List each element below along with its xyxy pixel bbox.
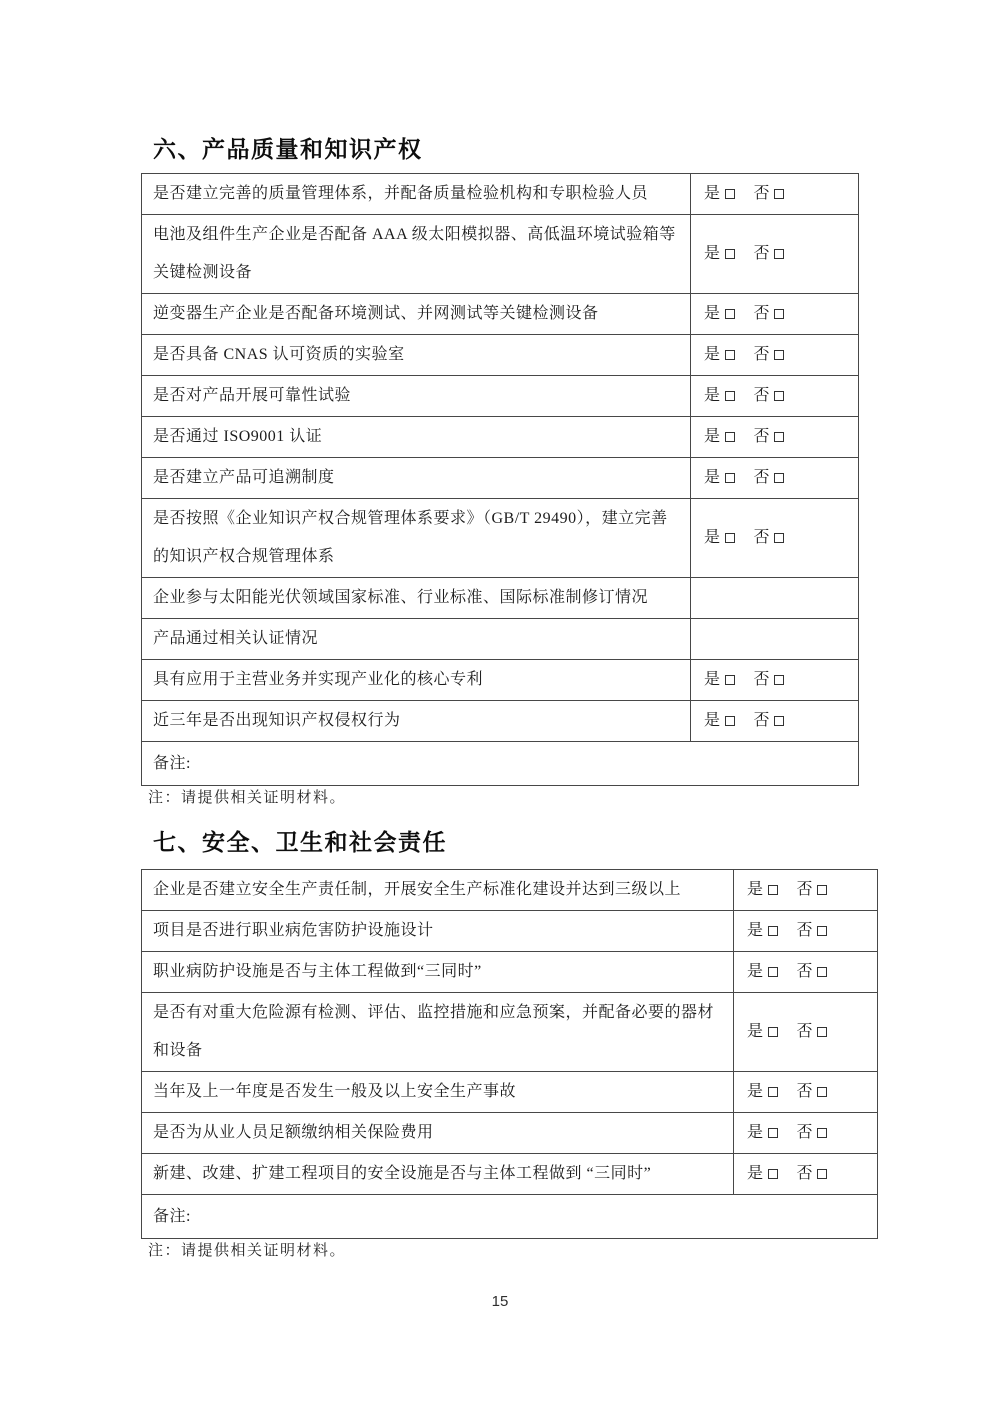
yes-label: 是 [747,1165,764,1182]
no-checkbox[interactable] [774,473,784,483]
yes-label: 是 [747,1124,764,1141]
question-cell: 新建、改建、扩建工程项目的安全设施是否与主体工程做到 “三同时” [142,1154,734,1195]
no-option [754,305,785,322]
yes-label: 是 [704,671,721,688]
answer-cell [734,1154,878,1195]
yes-label: 是 [747,963,764,980]
yes-option [747,1124,778,1141]
table-row [142,619,859,660]
answer-cell [691,174,859,215]
question-cell: 是否建立产品可追溯制度 [142,458,691,499]
yes-label: 是 [747,881,764,898]
table-row [142,1154,878,1195]
no-option [754,387,785,404]
yes-checkbox[interactable] [768,1087,778,1097]
table-row [142,294,859,335]
yes-checkbox[interactable] [725,533,735,543]
yes-option [704,185,735,202]
table-row [142,1072,878,1113]
yes-checkbox[interactable] [725,391,735,401]
yes-checkbox[interactable] [725,189,735,199]
answer-cell [734,911,878,952]
yes-option [704,346,735,363]
yes-checkbox[interactable] [768,926,778,936]
table-row [142,701,859,742]
answer-cell [691,619,859,660]
answer-cell [691,701,859,742]
table-row [142,499,859,578]
no-option [754,428,785,445]
answer-cell [691,335,859,376]
yes-checkbox[interactable] [768,1027,778,1037]
question-cell: 是否具备 CNAS 认可资质的实验室 [142,335,691,376]
yes-checkbox[interactable] [768,1169,778,1179]
no-checkbox[interactable] [774,432,784,442]
table-note: 注：请提供相关证明材料。 [148,790,347,806]
no-label: 否 [796,1165,814,1182]
yes-option [704,529,735,546]
no-label: 否 [753,387,771,404]
no-checkbox[interactable] [774,249,784,259]
table-row [142,215,859,294]
no-checkbox[interactable] [817,885,827,895]
question-cell: 是否有对重大危险源有检测、评估、监控措施和应急预案，并配备必要的器材和设备 [142,993,734,1072]
yes-label: 是 [704,387,721,404]
no-option [797,1124,828,1141]
section-heading-product-quality-ip: 六、产品质量和知识产权 [153,136,423,162]
remark-cell: 备注: [142,742,859,786]
table-row [142,578,859,619]
no-option [754,712,785,729]
no-checkbox[interactable] [817,926,827,936]
no-option [797,922,828,939]
answer-cell [734,1072,878,1113]
no-option [754,671,785,688]
page-number: 15 [491,1293,509,1310]
no-label: 否 [753,428,771,445]
remark-cell: 备注: [142,1195,878,1239]
no-checkbox[interactable] [774,533,784,543]
question-cell: 电池及组件生产企业是否配备 AAA 级太阳模拟器、高低温环境试验箱等关键检测设备 [142,215,691,294]
yes-option [747,963,778,980]
no-option [754,245,785,262]
question-cell: 项目是否进行职业病危害防护设施设计 [142,911,734,952]
question-cell: 近三年是否出现知识产权侵权行为 [142,701,691,742]
question-cell: 是否通过 ISO9001 认证 [142,417,691,458]
yes-label: 是 [704,469,721,486]
answer-cell [691,376,859,417]
table-row [142,417,859,458]
yes-option [704,305,735,322]
answer-cell [691,660,859,701]
no-checkbox[interactable] [817,1087,827,1097]
no-option [797,963,828,980]
question-cell: 是否按照《企业知识产权合规管理体系要求》（GB/T 29490），建立完善的知识产权合规管理体系 [142,499,691,578]
no-label: 否 [796,881,814,898]
yes-option [704,712,735,729]
no-checkbox[interactable] [817,1169,827,1179]
yes-checkbox[interactable] [725,432,735,442]
answer-cell [691,578,859,619]
yes-checkbox[interactable] [725,309,735,319]
yes-label: 是 [704,712,721,729]
yes-option [747,881,778,898]
question-cell: 职业病防护设施是否与主体工程做到“三同时” [142,952,734,993]
no-checkbox[interactable] [774,716,784,726]
no-option [797,881,828,898]
yes-label: 是 [704,305,721,322]
answer-cell [691,215,859,294]
no-checkbox[interactable] [774,350,784,360]
no-option [797,1083,828,1100]
no-label: 否 [753,185,771,202]
answer-cell [734,870,878,911]
answer-cell [691,458,859,499]
table-row [142,993,878,1072]
no-label: 否 [796,963,814,980]
yes-checkbox[interactable] [768,1128,778,1138]
yes-option [704,428,735,445]
yes-option [747,1083,778,1100]
question-cell: 产品通过相关认证情况 [142,619,691,660]
table-row [142,870,878,911]
no-label: 否 [796,1023,814,1040]
yes-option [747,1023,778,1040]
question-cell: 当年及上一年度是否发生一般及以上安全生产事故 [142,1072,734,1113]
table-row [142,376,859,417]
table-row [142,335,859,376]
yes-option [704,671,735,688]
answer-cell [734,993,878,1072]
yes-option [704,469,735,486]
no-label: 否 [753,346,771,363]
table-row [142,174,859,215]
answer-cell [691,499,859,578]
yes-option [747,1165,778,1182]
yes-checkbox[interactable] [725,249,735,259]
no-checkbox[interactable] [774,309,784,319]
yes-label: 是 [704,529,721,546]
yes-checkbox[interactable] [768,885,778,895]
no-label: 否 [753,245,771,262]
yes-option [747,922,778,939]
yes-checkbox[interactable] [725,473,735,483]
no-label: 否 [753,305,771,322]
no-checkbox[interactable] [774,675,784,685]
yes-option [704,387,735,404]
table-row [142,458,859,499]
answer-cell [734,952,878,993]
remark-row [142,742,859,786]
no-option [754,346,785,363]
no-checkbox[interactable] [817,1128,827,1138]
yes-label: 是 [704,185,721,202]
remark-row [142,1195,878,1239]
question-cell: 是否建立完善的质量管理体系，并配备质量检验机构和专职检验人员 [142,174,691,215]
yes-label: 是 [704,245,721,262]
yes-option [704,245,735,262]
no-label: 否 [796,922,814,939]
no-label: 否 [796,1124,814,1141]
section-heading-safety-health-responsibility: 七、安全、卫生和社会责任 [153,829,447,855]
no-label: 否 [753,529,771,546]
question-cell: 企业参与太阳能光伏领域国家标准、行业标准、国际标准制修订情况 [142,578,691,619]
answer-cell [734,1113,878,1154]
safety-health-responsibility-table [141,869,878,1239]
no-label: 否 [753,712,771,729]
yes-label: 是 [704,346,721,363]
yes-checkbox[interactable] [725,716,735,726]
yes-checkbox[interactable] [725,350,735,360]
yes-label: 是 [747,1023,764,1040]
no-option [754,529,785,546]
yes-checkbox[interactable] [768,967,778,977]
answer-cell [691,417,859,458]
yes-label: 是 [747,1083,764,1100]
no-checkbox[interactable] [817,967,827,977]
yes-label: 是 [747,922,764,939]
no-label: 否 [796,1083,814,1100]
no-checkbox[interactable] [817,1027,827,1037]
no-option [797,1023,828,1040]
no-checkbox[interactable] [774,391,784,401]
question-cell: 企业是否建立安全生产责任制，开展安全生产标准化建设并达到三级以上 [142,870,734,911]
table-row [142,911,878,952]
table-note: 注：请提供相关证明材料。 [148,1243,347,1259]
no-label: 否 [753,469,771,486]
product-quality-ip-table [141,173,859,786]
no-option [754,469,785,486]
yes-label: 是 [704,428,721,445]
question-cell: 具有应用于主营业务并实现产业化的核心专利 [142,660,691,701]
table-row [142,952,878,993]
yes-checkbox[interactable] [725,675,735,685]
table-row [142,660,859,701]
answer-cell [691,294,859,335]
question-cell: 是否对产品开展可靠性试验 [142,376,691,417]
no-checkbox[interactable] [774,189,784,199]
table-row [142,1113,878,1154]
no-option [754,185,785,202]
no-label: 否 [753,671,771,688]
no-option [797,1165,828,1182]
question-cell: 逆变器生产企业是否配备环境测试、并网测试等关键检测设备 [142,294,691,335]
question-cell: 是否为从业人员足额缴纳相关保险费用 [142,1113,734,1154]
